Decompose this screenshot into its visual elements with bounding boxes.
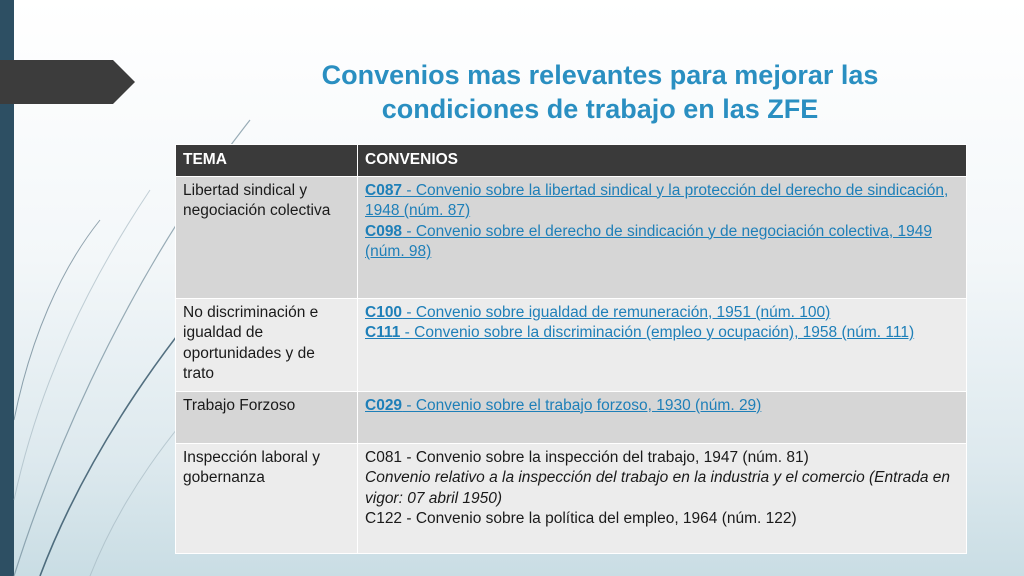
convention-title: - Convenio sobre el trabajo forzoso, 1930 (núm. 29) [402, 396, 762, 414]
tema-cell: Trabajo Forzoso [176, 391, 358, 443]
tema-cell: Libertad sindical y negociación colectiva [176, 176, 358, 298]
tema-cell: No discriminación e igualdad de oportunidades y de trato [176, 298, 358, 391]
convenios-cell [358, 443, 967, 553]
table-row [176, 298, 967, 391]
table-header-row [176, 145, 967, 177]
convention-code: C098 [365, 222, 403, 240]
convention-code: C087 [365, 181, 403, 199]
convention-code: C111 [365, 324, 401, 341]
convention-code: C029 [365, 396, 403, 414]
convention-link-c098[interactable] [365, 222, 959, 263]
convention-link-c100[interactable] [365, 303, 959, 324]
convention-text-industria: Convenio relativo a la inspección del trabajo en la industria y el comercio (Entrada en vigor: 07 abril 1950) [365, 469, 951, 507]
slide-title-line-1: Convenios mas relevantes para mejorar las [321, 60, 879, 90]
convention-link-c029[interactable] [365, 396, 959, 417]
convenios-cell [358, 176, 967, 298]
convention-title: - Convenio sobre la discriminación (empleo y ocupación), 1958 (núm. 111) [400, 324, 915, 341]
title-arrow-tab [0, 60, 135, 104]
slide-title [260, 58, 940, 126]
convention-link-c111[interactable] [365, 323, 959, 344]
convention-title: - Convenio sobre igualdad de remuneración, 1951 (núm. 100) [402, 303, 831, 321]
convention-title: - Convenio sobre la libertad sindical y la protección del derecho de sindicación, 1948 (núm. 87) [365, 181, 949, 219]
header-tema: TEMA [176, 145, 358, 177]
table-row [176, 443, 967, 553]
convenios-cell [358, 391, 967, 443]
header-convenios: CONVENIOS [358, 145, 967, 177]
convenios-table [175, 144, 967, 554]
convenios-cell [358, 298, 967, 391]
table-row [176, 176, 967, 298]
convention-title: - Convenio sobre el derecho de sindicación y de negociación colectiva, 1949 (núm. 98) [365, 222, 932, 260]
convention-link-c087[interactable] [365, 181, 959, 222]
slide-title-line-2: condiciones de trabajo en las ZFE [381, 94, 819, 124]
table-row [176, 391, 967, 443]
convention-text-c122: C122 - Convenio sobre la política del empleo, 1964 (núm. 122) [365, 510, 797, 527]
convention-text-c081: C081 - Convenio sobre la inspección del trabajo, 1947 (núm. 81) [365, 448, 809, 466]
convention-code: C100 [365, 303, 403, 321]
tema-cell: Inspección laboral y gobernanza [176, 443, 358, 553]
